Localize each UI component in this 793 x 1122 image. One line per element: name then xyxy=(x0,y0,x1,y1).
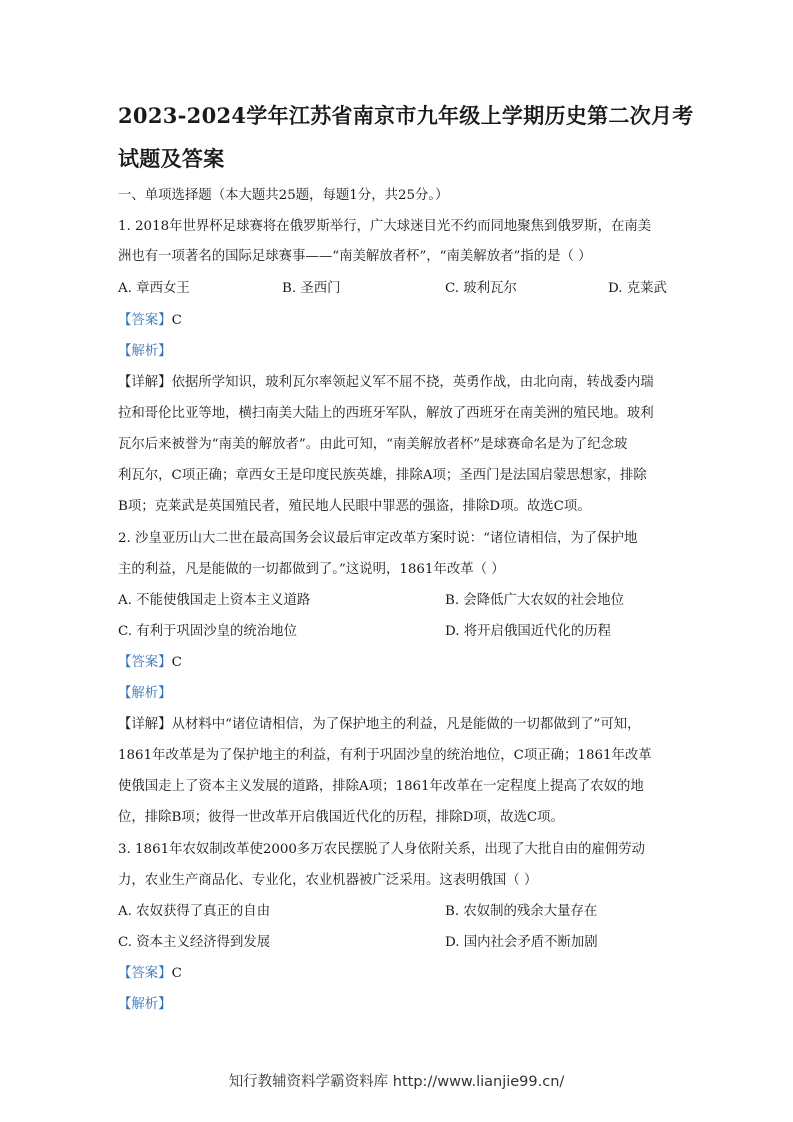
q1-detail-line1 xyxy=(118,374,654,392)
q1-option-c: C. 玻利瓦尔 xyxy=(445,281,517,296)
q1-option-d: D. 克莱武 xyxy=(608,281,667,296)
q1-stem-line2: 洲也有一项著名的国际足球赛事——“南美解放者杯”，“南美解放者”指的是（ ） xyxy=(118,249,592,264)
q2-option-c: C. 有利于巩固沙皇的统治地位 xyxy=(118,624,297,639)
q2-detail-line2: 1861年改革是为了保护地主的利益，有利于巩固沙皇的统治地位，C项正确；1861年改革 xyxy=(118,748,652,763)
q3-option-c: C. 资本主义经济得到发展 xyxy=(118,935,271,950)
q2-answer xyxy=(118,654,182,672)
q3-stem-line2: 力，农业生产商品化、专业化，农业机器被广泛采用。这表明俄国（ ） xyxy=(118,873,538,888)
section-heading: 一、单项选择题（本大题共25题，每题1分，共25分。） xyxy=(118,188,449,203)
q2-option-b: B. 会降低广大农奴的社会地位 xyxy=(445,593,625,608)
q1-option-b: B. 圣西门 xyxy=(282,281,341,296)
analysis-tag: 【解析】 xyxy=(118,344,172,359)
q2-analysis xyxy=(118,685,172,703)
answer-tag: 【答案】 xyxy=(118,966,172,981)
answer-tag: 【答案】 xyxy=(118,313,172,328)
q3-analysis xyxy=(118,996,172,1014)
q1-detail-line2: 拉和哥伦比亚等地，横扫南美大陆上的西班牙军队，解放了西班牙在南美洲的殖民地。玻利 xyxy=(118,406,654,421)
q2-detail-line1 xyxy=(118,716,641,734)
analysis-tag: 【解析】 xyxy=(118,686,172,701)
q2-answer-value: C xyxy=(171,655,182,670)
detail-tag: 【详解】 xyxy=(118,717,172,732)
q2-detail-line4: 位，排除B项；彼得一世改革开启俄国近代化的历程，排除D项，故选C项。 xyxy=(118,810,564,825)
answer-tag: 【答案】 xyxy=(118,655,172,670)
document-title-line1: 2023-2024学年江苏省南京市九年级上学期历史第二次月考 xyxy=(118,103,694,128)
q3-answer xyxy=(118,965,182,983)
footer-watermark: 知行教辅资料学霸资料库 http://www.lianjie99.cn/ xyxy=(228,1074,565,1090)
detail-tag: 【详解】 xyxy=(118,375,172,390)
q1-detail-line4: 利瓦尔，C项正确；章西女王是印度民族英雄，排除A项；圣西门是法国启蒙思想家，排除 xyxy=(118,468,647,483)
q1-detail-text: 依据所学知识，玻利瓦尔率领起义军不屈不挠，英勇作战，由北向南，转战委内瑞 xyxy=(171,375,654,390)
q1-detail-line5: B项；克莱武是英国殖民者，殖民地人民眼中罪恶的强盗，排除D项。故选C项。 xyxy=(118,499,591,514)
q2-detail-line3: 使俄国走上了资本主义发展的道路，排除A项；1861年改革在一定程度上提高了农奴的地 xyxy=(118,779,644,794)
document-title-line2: 试题及答案 xyxy=(118,146,225,171)
q2-stem-line2: 主的利益，凡是能做的一切都做到了。”这说明，1861年改革（ ） xyxy=(118,562,505,577)
q3-option-d: D. 国内社会矛盾不断加剧 xyxy=(445,935,598,950)
q1-option-a: A. 章西女王 xyxy=(118,281,190,296)
q1-detail-line3: 瓦尔后来被誉为“南美的解放者”。由此可知，“南美解放者杯”是球赛命名是为了纪念玻 xyxy=(118,437,628,452)
q1-stem-line1: 1. 2018年世界杯足球赛将在俄罗斯举行，广大球迷目光不约而同地聚焦到俄罗斯，在南美 xyxy=(118,219,652,234)
q1-answer xyxy=(118,312,182,330)
q3-answer-value: C xyxy=(171,966,182,981)
q2-option-d: D. 将开启俄国近代化的历程 xyxy=(445,624,612,639)
analysis-tag: 【解析】 xyxy=(118,997,172,1012)
q2-detail-text: 从材料中“诸位请相信，为了保护地主的利益，凡是能做的一切都做到了”可知， xyxy=(171,717,641,732)
q1-answer-value: C xyxy=(171,313,182,328)
q3-option-a: A. 农奴获得了真正的自由 xyxy=(118,904,271,919)
q3-option-b: B. 农奴制的残余大量存在 xyxy=(445,904,598,919)
q2-option-a: A. 不能使俄国走上资本主义道路 xyxy=(118,593,311,608)
q1-analysis xyxy=(118,343,172,361)
q2-stem-line1: 2. 沙皇亚历山大二世在最高国务会议最后审定改革方案时说：“诸位请相信，为了保护地 xyxy=(118,531,638,546)
q3-stem-line1: 3. 1861年农奴制改革使2000多万农民摆脱了人身依附关系，出现了大批自由的雇佣劳动 xyxy=(118,842,646,857)
